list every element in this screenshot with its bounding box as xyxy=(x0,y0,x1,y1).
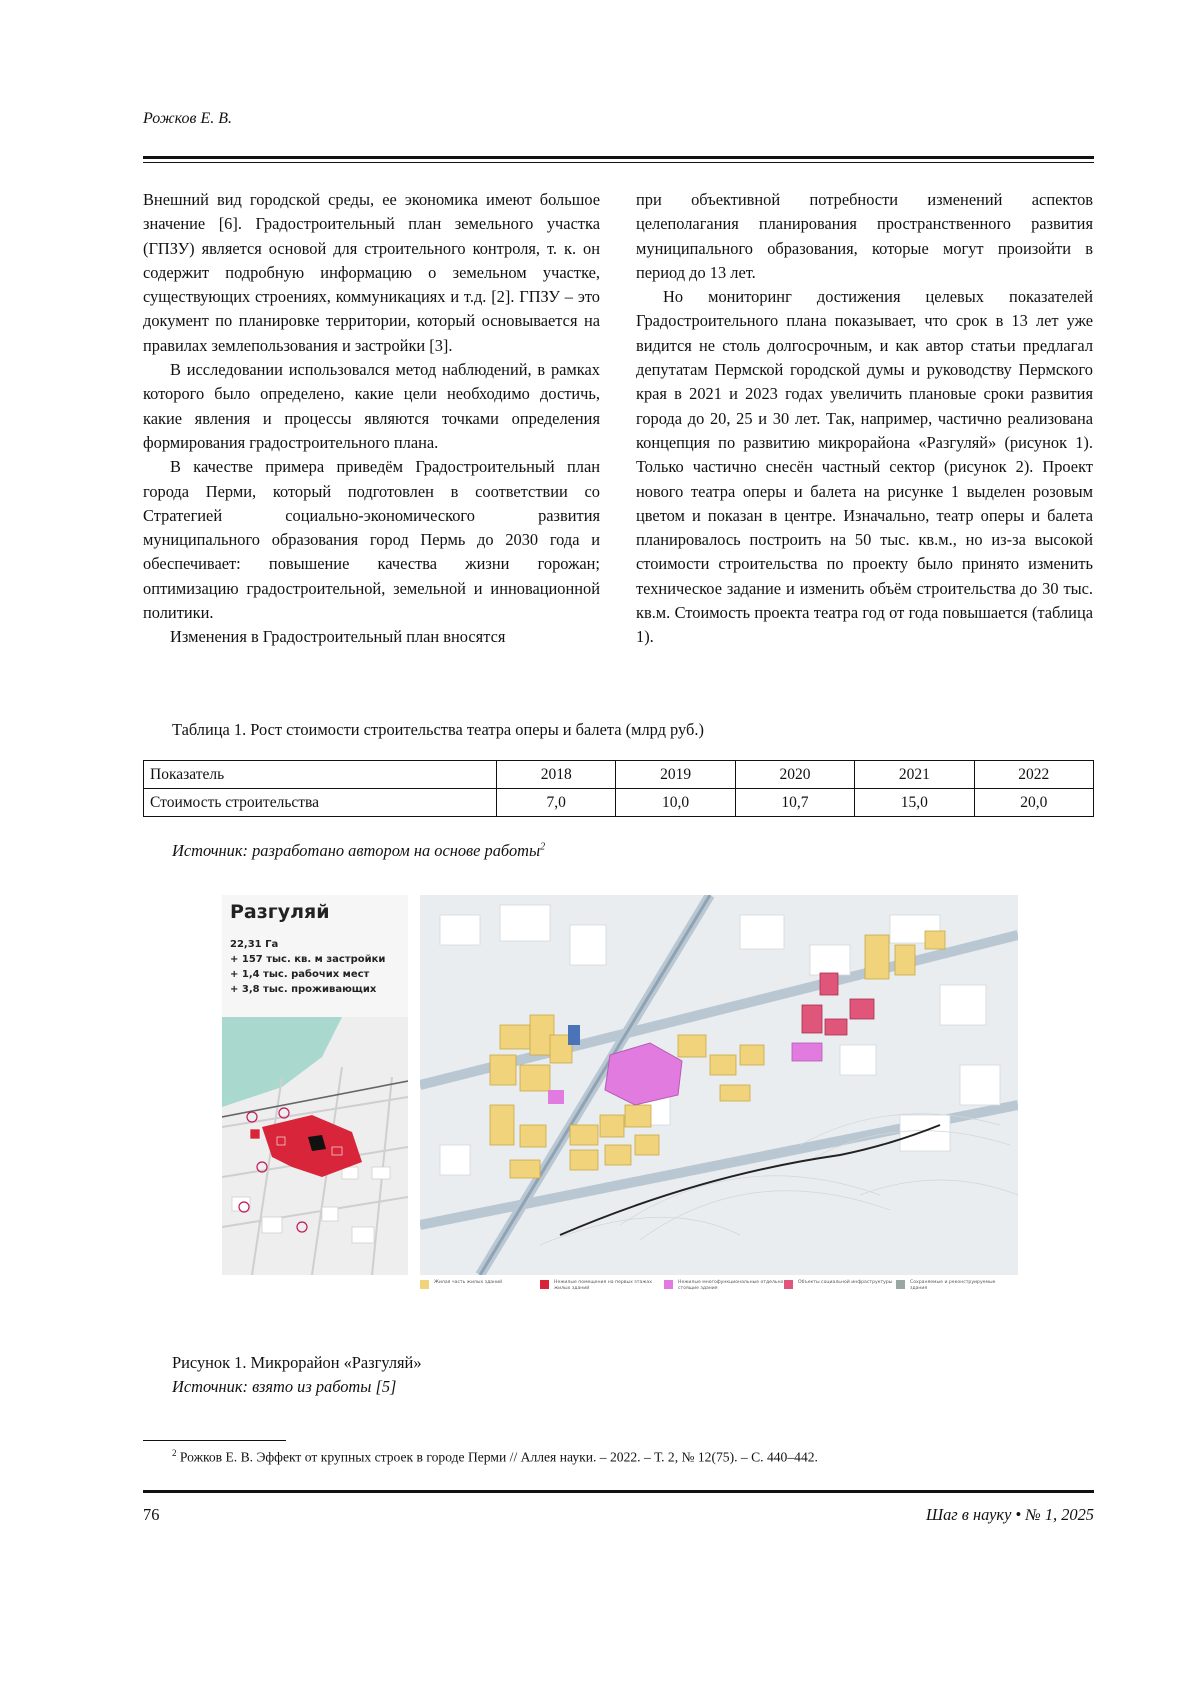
legend-label: Нежилые многофункциональные отдельно стоящие здания xyxy=(678,1280,784,1291)
paragraph: В качестве примера приведём Градостроительный план города Перми, который подготовлен в соответствии со Стратегией социально-экономического развития муниципального образования город Пермь до 2030 года и обеспечивает: повышение качества жизни горожан; оптимизацию градостроительной, земельной и инновационной политики. xyxy=(143,457,600,623)
figure-stat: 22,31 Га xyxy=(230,939,279,950)
header-rule-thin xyxy=(143,162,1094,163)
figure-source: Источник: взято из работы [5] xyxy=(172,1377,397,1396)
legend-swatch xyxy=(420,1280,429,1289)
figure-info-panel xyxy=(222,895,408,1275)
figure-stats xyxy=(230,937,385,997)
table-cell: 20,0 xyxy=(974,789,1093,817)
legend-item xyxy=(910,1280,1010,1292)
left-column xyxy=(143,188,600,650)
right-column xyxy=(636,188,1093,650)
figure-stat: + 157 тыс. кв. м застройки xyxy=(230,954,386,965)
table-cell: 2019 xyxy=(616,761,735,789)
figure-caption: Рисунок 1. Микрорайон «Разгуляй» xyxy=(172,1353,422,1372)
footnote-rule xyxy=(143,1440,286,1441)
table-cell: 7,0 xyxy=(497,789,616,817)
table-cell: 2022 xyxy=(974,761,1093,789)
table-header-row xyxy=(144,761,1094,789)
cost-table xyxy=(143,760,1094,817)
paragraph: Изменения в Градостроительный план вносятся xyxy=(170,627,506,647)
journal-name: Шаг в науку • № 1, 2025 xyxy=(926,1505,1094,1524)
table-row xyxy=(144,789,1094,817)
figure-razgulyay xyxy=(222,895,1018,1290)
figure-stat: + 1,4 тыс. рабочих мест xyxy=(230,969,370,980)
table-source xyxy=(172,841,545,861)
footnote-text: Рожков Е. В. Эффект от крупных строек в городе Перми // Аллея науки. – 2022. – Т. 2, № 12(75). – С. 440–442. xyxy=(176,1449,818,1465)
header-rule xyxy=(143,156,1094,159)
legend-item xyxy=(554,1280,664,1292)
paragraph: Внешний вид городской среды, ее экономика имеют большое значение [6]. Градостроительный план земельного участка (ГПЗУ) является основой для строительного контроля, т. к. он содержит подробную информацию о земельном участке, существующих строениях, коммуникациях и т.д. [2]. ГПЗУ – это документ по планировке территории, который основывается на правилах землепользования и застройки [3]. xyxy=(143,190,600,355)
legend-swatch xyxy=(784,1280,793,1289)
table-cell: 2021 xyxy=(855,761,974,789)
table-cell: 10,0 xyxy=(616,789,735,817)
legend-label: Сохраняемые и реконструируемые здания xyxy=(910,1280,996,1291)
aerial-render-image xyxy=(420,895,1018,1275)
figure-legend xyxy=(420,1278,1018,1308)
table-cell: Показатель xyxy=(144,761,497,789)
location-map-image xyxy=(222,1017,408,1275)
page-number: 76 xyxy=(143,1505,160,1524)
running-header-author: Рожков Е. В. xyxy=(143,110,233,127)
legend-item xyxy=(798,1280,908,1286)
table-cell: 2018 xyxy=(497,761,616,789)
legend-swatch xyxy=(896,1280,905,1289)
legend-swatch xyxy=(540,1280,549,1289)
paragraph: Но мониторинг достижения целевых показателей Градостроительного плана показывает, что срок в 13 лет уже видится не столь долгосрочным, и как автор статьи предлагал депутатам Пермской городской думы и руководству Пермского края в 2021 и 2023 годах увеличить плановые сроки развития города до 20, 25 и 30 лет. Так, например, частично реализована концепция по развитию микрорайона «Разгуляй» (рисунок 1). Только частично снесён частный сектор (рисунок 2). Проект нового театра оперы и балета на рисунке 1 выделен розовым цветом и показан в центре. Изначально, театр оперы и балета планировалось построить на 50 тыс. кв.м., но из-за высокой стоимости строительства по проекту было принято изменить техническое задание и изменить объём строительства до 30 тыс. кв.м. Стоимость проекта театра год от года повышается (таблица 1). xyxy=(636,287,1093,647)
table-cell: Стоимость строительства xyxy=(144,789,497,817)
table-cell: 2020 xyxy=(735,761,854,789)
table-cell: 10,7 xyxy=(735,789,854,817)
legend-label: Нежилые помещения на первых этажах жилых зданий xyxy=(554,1280,652,1291)
footnote-ref: 2 xyxy=(540,841,546,853)
legend-label: Жилая часть жилых зданий xyxy=(434,1280,503,1285)
table-cell: 15,0 xyxy=(855,789,974,817)
footer-rule xyxy=(143,1490,1094,1493)
table-title: Таблица 1. Рост стоимости строительства театра оперы и балета (млрд руб.) xyxy=(172,720,704,739)
legend-item xyxy=(678,1280,788,1292)
figure-title: Разгуляй xyxy=(230,901,330,923)
footnote xyxy=(172,1448,818,1466)
footnote-number: 2 xyxy=(172,1448,177,1458)
paragraph: В исследовании использовался метод наблюдений, в рамках которого было определено, какие цели необходимо достичь, какие явления и процессы являются точками определения формирования градостроительного плана. xyxy=(143,360,600,452)
legend-label: Объекты социальной инфраструктуры xyxy=(798,1280,893,1285)
source-label: Источник xyxy=(172,841,243,860)
paragraph: при объективной потребности изменений аспектов целеполагания планирования пространственного развития муниципального образования, которые могут произойти в период до 13 лет. xyxy=(636,190,1093,282)
figure-stat: + 3,8 тыс. проживающих xyxy=(230,984,377,995)
legend-swatch xyxy=(664,1280,673,1289)
legend-item xyxy=(434,1280,544,1286)
source-text: : разработано автором на основе работы xyxy=(242,841,541,860)
